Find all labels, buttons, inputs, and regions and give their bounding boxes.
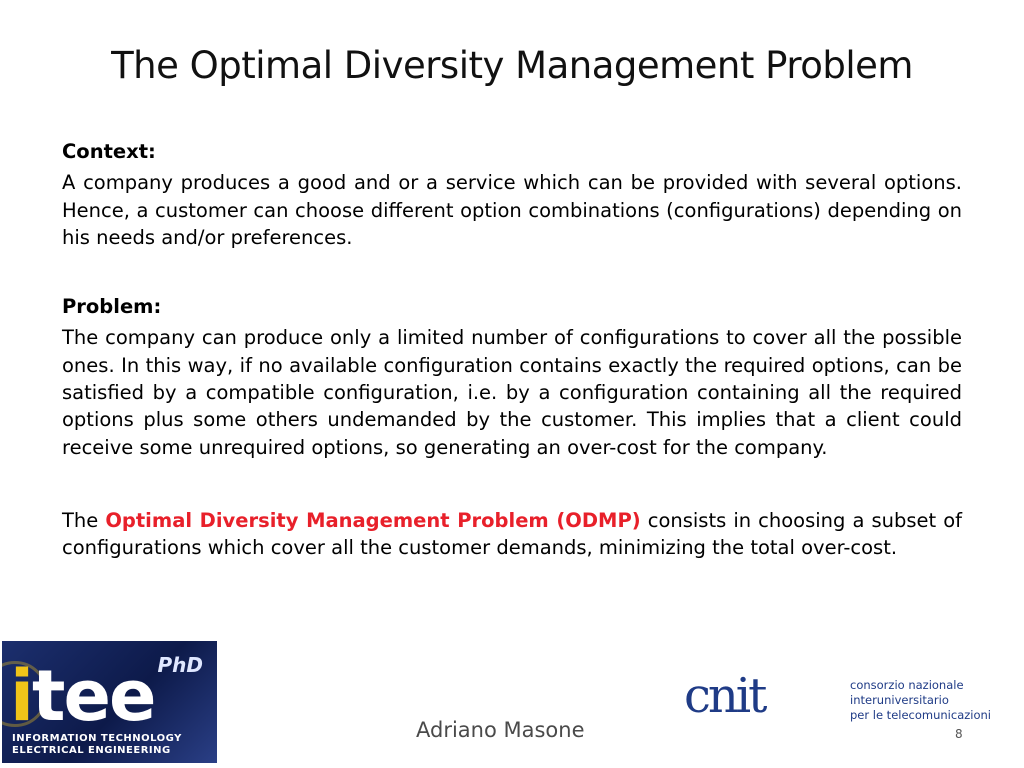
cnit-logo-line-3: per le telecomunicazioni (850, 708, 991, 722)
slide-title: The Optimal Diversity Management Problem (111, 44, 913, 87)
problem-paragraph: The company can produce only a limited number of configurations to cover all the possible ones. In this way, if no available configuration contains exactly the required options, can be satisfied by a compatible configuration, i.e. by a configuration containing all the required options plus some others undemanded by the customer. This implies that a client could receive some unrequired options, so generating an over-cost for the company. (62, 326, 962, 459)
cnit-logo-line-2: interuniversitario (850, 693, 949, 707)
cnit-logo (684, 664, 1004, 724)
cnit-logo-description (850, 678, 991, 723)
itee-logo-tagline-1: INFORMATION TECHNOLOGY (12, 733, 182, 744)
itee-logo-wordmark (10, 655, 155, 737)
problem-heading: Problem: (62, 295, 162, 319)
odmp-highlight: Optimal Diversity Management Problem (ODMP) (105, 508, 641, 532)
slide-body (62, 138, 962, 562)
odmp-prefix: The (62, 508, 106, 532)
itee-logo-tagline-2: ELECTRICAL ENGINEERING (12, 745, 171, 756)
context-paragraph: A company produces a good and or a service which can be provided with several options. Hence, a customer can choose different option combinations (configurations) depending on his needs and/or preferences. (62, 171, 962, 249)
author-name: Adriano Masone (416, 718, 585, 742)
odmp-paragraph (62, 507, 962, 562)
cnit-logo-mark: cnit (684, 668, 765, 724)
itee-logo-phd: PhD (157, 653, 203, 677)
cnit-logo-line-1: consorzio nazionale (850, 678, 964, 692)
odmp-suffix: consists in choosing a subset of configurations which cover all the customer demands, minimizing the total over-cost. (62, 508, 963, 560)
page-number: 8 (955, 727, 963, 741)
context-heading: Context: (62, 140, 156, 163)
itee-logo-rest: tee (32, 655, 155, 737)
itee-logo-i: i (10, 655, 32, 737)
itee-logo (2, 641, 217, 763)
